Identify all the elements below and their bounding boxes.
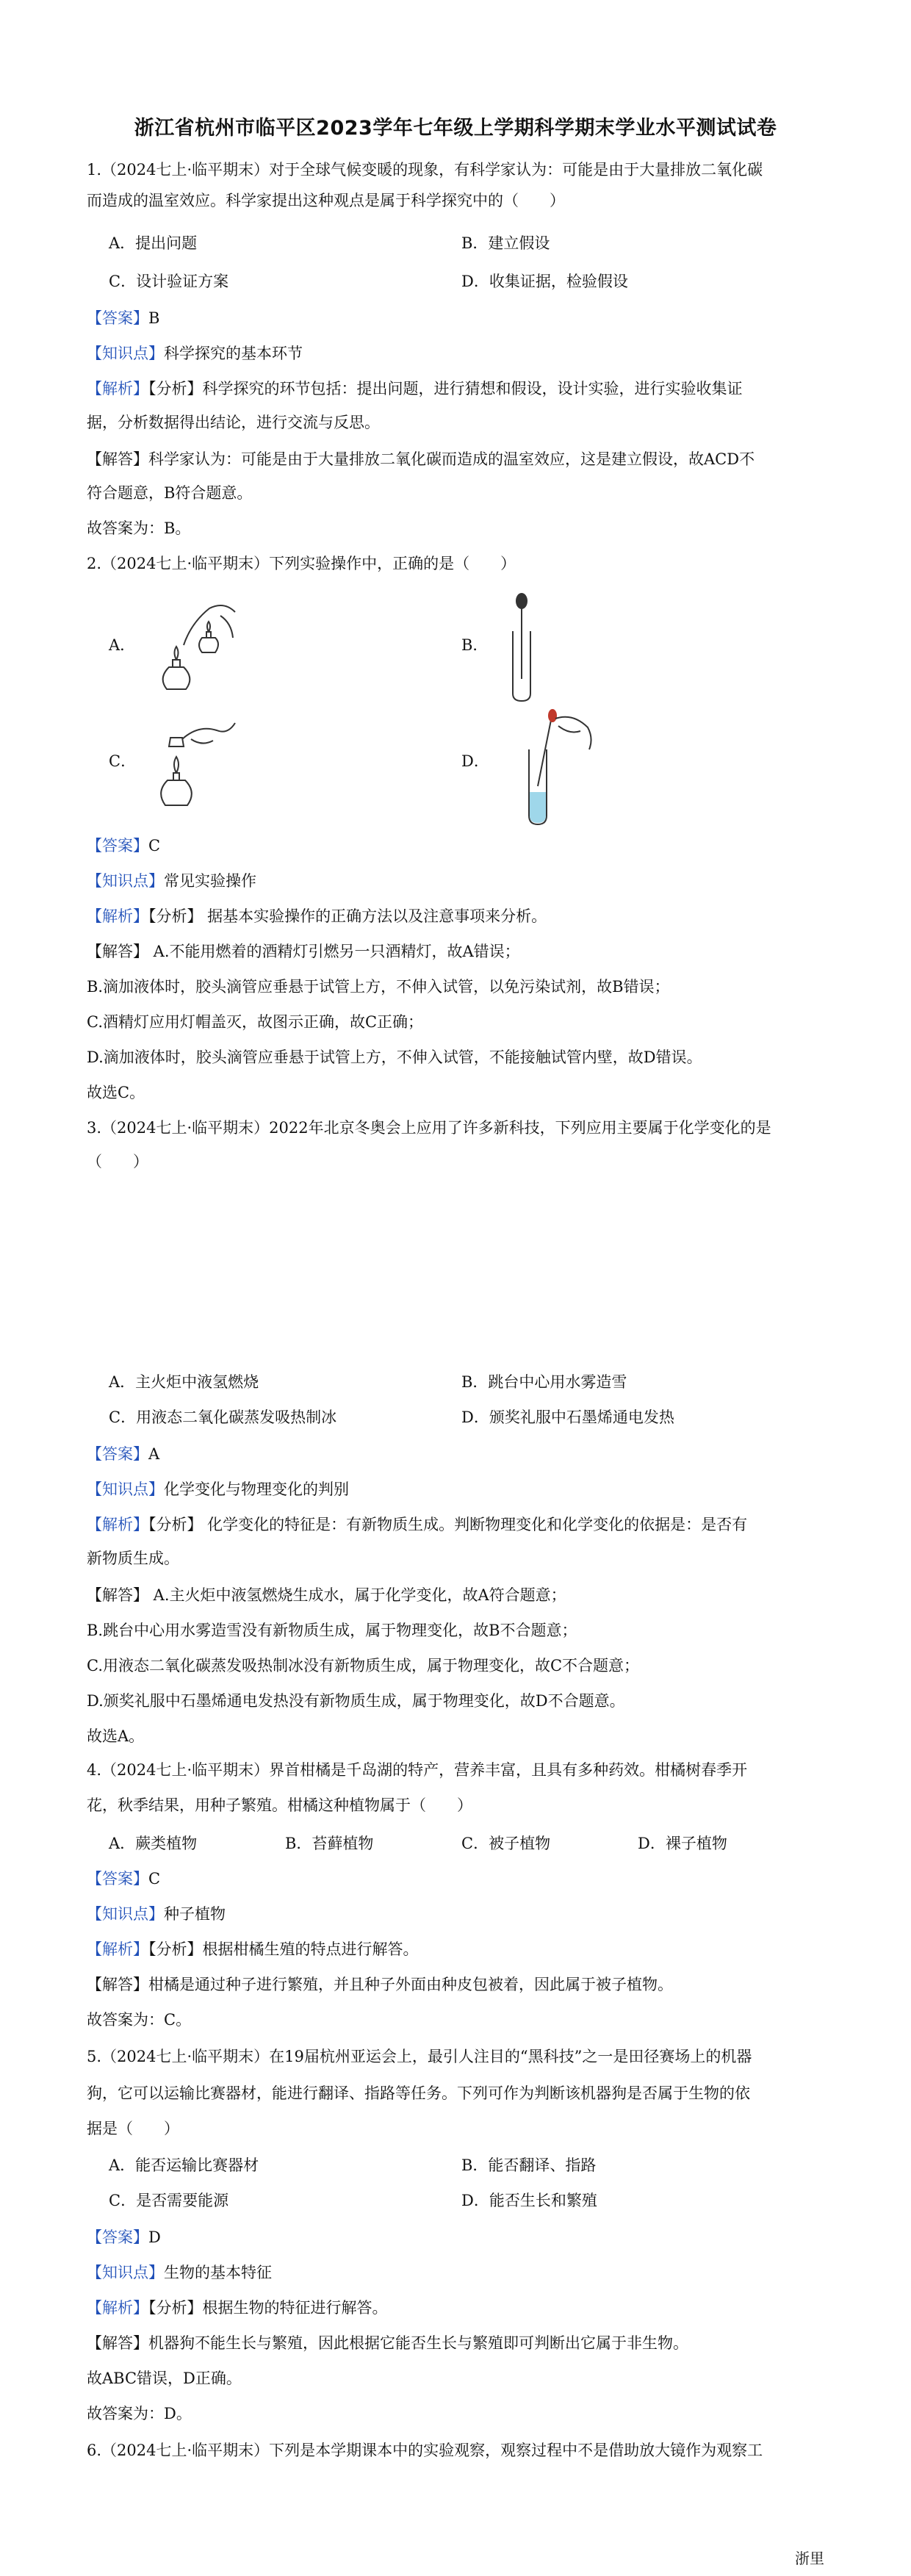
answer-tag: 【答案】 [87,309,148,327]
q1-answer: B [148,309,160,327]
q3-stem-line-2: （ ） [87,1153,148,1170]
answer-tag: 【答案】 [87,2228,148,2246]
analysis-tag: 【解析】 [87,907,148,925]
answer-tag: 【答案】 [87,837,148,855]
knowledge-tag: 【知识点】 [87,1905,164,1923]
q4-stem-line-2: 花，秋季结果，用种子繁殖。柑橘这种植物属于（ ） [87,1796,472,1814]
q4-knowledge: 种子植物 [164,1905,226,1923]
q5-option-d: D．能否生长和繁殖 [461,2192,597,2209]
q5-stem-line-1: 5.（2024七上·临平期末）在19届杭州亚运会上，最引人注目的“黑科技”之一是田径赛场上的机器 [87,2048,752,2065]
q4-analysis-line [87,1938,419,1960]
q3-option-c: C．用液态二氧化碳蒸发吸热制冰 [109,1408,337,1426]
q5-analysis-line [87,2297,388,2319]
q3-analysis-1: 【分析】 化学变化的特征是：有新物质生成。判断物理变化和化学变化的依据是：是否有 [148,1516,748,1533]
knowledge-tag: 【知识点】 [87,345,164,362]
analysis-tag: 【解析】 [87,1516,148,1533]
q2-label-c: C． [109,752,137,770]
q5-option-b: B．能否翻译、指路 [461,2156,597,2174]
q3-final: 故选A。 [87,1727,145,1745]
q4-option-c: C．被子植物 [461,1835,551,1852]
q4-analysis: 【分析】根据柑橘生殖的特点进行解答。 [148,1940,419,1958]
q2-label-a: A． [109,636,136,654]
q1-analysis-line-1 [87,378,743,400]
analysis-tag: 【解析】 [87,2299,148,2317]
q3-knowledge: 化学变化与物理变化的判别 [164,1481,349,1498]
knowledge-tag: 【知识点】 [87,872,164,890]
q5-stem-line-3: 据是（ ） [87,2120,179,2137]
answer-tag: 【答案】 [87,1870,148,1888]
q5-analysis: 【分析】根据生物的特征进行解答。 [148,2299,388,2317]
q2-final: 故选C。 [87,1084,145,1101]
q3-option-b: B．跳台中心用水雾造雪 [461,1373,627,1391]
q1-option-d: D．收集证据，检验假设 [461,273,628,290]
q5-knowledge-line [87,2262,272,2284]
q4-stem-line-1: 4.（2024七上·临平期末）界首柑橘是千岛湖的特产，营养丰富，且具有多种药效。柑橘树春季开 [87,1761,748,1779]
knowledge-tag: 【知识点】 [87,1481,164,1498]
analysis-tag: 【解析】 [87,380,148,397]
q3-option-a: A．主火炬中液氢燃烧 [109,1373,259,1391]
q1-option-b: B．建立假设 [461,234,550,252]
q2-figure-c-lamp-cap [147,710,250,813]
q1-final: 故答案为：B。 [87,519,191,537]
q4-option-a: A．蕨类植物 [109,1835,198,1852]
q2-answer-line [87,835,160,857]
q2-figure-a-lamp-lighting [151,594,246,697]
q1-option-a: A．提出问题 [109,234,198,252]
q4-option-d: D．裸子植物 [638,1835,727,1852]
q2-knowledge: 常见实验操作 [164,872,256,890]
q2-analysis: 【分析】 据基本实验操作的正确方法以及注意事项来分析。 [148,907,547,925]
q2-explain-line-3: C.酒精灯应用灯帽盖灭，故图示正确，故C正确； [87,1013,424,1031]
q1-analysis-line-2: 据，分析数据得出结论，进行交流与反思。 [87,414,380,431]
q2-explain-line-2: B.滴加液体时，胶头滴管应垂悬于试管上方，不伸入试管，以免污染试剂，故B错误； [87,978,670,996]
q5-explain-line: 【解答】机器狗不能生长与繁殖，因此根据它能否生长与繁殖即可判断出它属于非生物。 [87,2334,688,2352]
q5-final-line-2: 故答案为：D。 [87,2405,192,2422]
analysis-tag: 【解析】 [87,1940,148,1958]
q3-option-d: D．颁奖礼服中石墨烯通电发热 [461,1408,674,1426]
q3-answer-line [87,1443,159,1465]
knowledge-tag: 【知识点】 [87,2264,164,2281]
q4-answer-line [87,1868,160,1890]
q5-option-c: C．是否需要能源 [109,2192,229,2209]
q3-answer: A [148,1445,160,1463]
q2-stem: 2.（2024七上·临平期末）下列实验操作中，正确的是（ ） [87,555,516,572]
page-footer: 浙里 [795,2550,824,2567]
q3-analysis-line-2: 新物质生成。 [87,1550,179,1567]
q3-knowledge-line [87,1478,349,1500]
q6-stem: 6.（2024七上·临平期末）下列是本学期课本中的实验观察，观察过程中不是借助放大镜作为观察工 [87,2442,763,2459]
q4-final: 故答案为：C。 [87,2011,192,2029]
q2-label-d: D． [461,752,489,770]
q4-answer: C [148,1870,161,1888]
q4-explain-line: 【解答】柑橘是通过种子进行繁殖，并且种子外面由种皮包被着，因此属于被子植物。 [87,1976,673,1993]
q1-analysis-1: 【分析】科学探究的环节包括：提出问题，进行猜想和假设，设计实验，进行实验收集证 [148,380,743,397]
page-title: 浙江省杭州市临平区2023学年七年级上学期科学期末学业水平测试试卷 [134,117,777,140]
q1-explain-line-1: 【解答】科学家认为：可能是由于大量排放二氧化碳而造成的温室效应，这是建立假设，故ACD不 [87,450,755,468]
q1-option-c: C．设计验证方案 [109,273,229,290]
q1-knowledge: 科学探究的基本环节 [164,345,303,362]
answer-tag: 【答案】 [87,1445,148,1463]
q1-stem-line-1: 1.（2024七上·临平期末）对于全球气候变暖的现象，有科学家认为：可能是由于大量排放二氧化碳 [87,161,763,179]
q1-knowledge-line [87,342,303,364]
q3-explain-line-2: B.跳台中心用水雾造雪没有新物质生成，属于物理变化，故B不合题意； [87,1622,577,1639]
q2-knowledge-line [87,870,256,892]
q3-stem-line-1: 3.（2024七上·临平期末）2022年北京冬奥会上应用了许多新科技，下列应用主要属于化学变化的是 [87,1119,771,1137]
q3-explain-line-3: C.用液态二氧化碳蒸发吸热制冰没有新物质生成，属于物理变化，故C不合题意； [87,1657,640,1674]
q3-explain-line-1: 【解答】 A.主火炬中液氢燃烧生成水，属于化学变化，故A符合题意； [87,1586,566,1604]
q5-answer-line [87,2226,161,2248]
q4-option-b: B．苔藓植物 [285,1835,374,1852]
q5-stem-line-2: 狗，它可以运输比赛器材，能进行翻译、指路等任务。下列可作为判断该机器狗是否属于生物的依 [87,2084,750,2102]
q2-analysis-line [87,905,547,927]
q2-label-b: B． [461,636,489,654]
q3-analysis-line-1 [87,1514,747,1536]
q5-final-line-1: 故ABC错误，D正确。 [87,2370,242,2387]
q1-stem-line-2: 而造成的温室效应。科学家提出这种观点是属于科学探究中的（ ） [87,192,565,209]
q3-explain-line-4: D.颁奖礼服中石墨烯通电发热没有新物质生成，属于物理变化，故D不合题意。 [87,1692,625,1710]
q2-explain-line-4: D.滴加液体时，胶头滴管应垂悬于试管上方，不伸入试管，不能接触试管内壁，故D错误。 [87,1048,702,1066]
q2-explain-line-1: 【解答】 A.不能用燃着的酒精灯引燃另一只酒精灯，故A错误； [87,943,520,960]
q4-knowledge-line [87,1903,226,1925]
q5-option-a: A．能否运输比赛器材 [109,2156,259,2174]
q1-explain-line-2: 符合题意，B符合题意。 [87,484,253,502]
q5-knowledge: 生物的基本特征 [164,2264,272,2281]
q2-figure-d-dropper-tilted [507,705,602,830]
q1-answer-line [87,307,159,329]
q2-answer: C [148,837,161,855]
q5-answer: D [148,2228,161,2246]
q2-figure-b-dropper-in-tube [500,591,544,708]
